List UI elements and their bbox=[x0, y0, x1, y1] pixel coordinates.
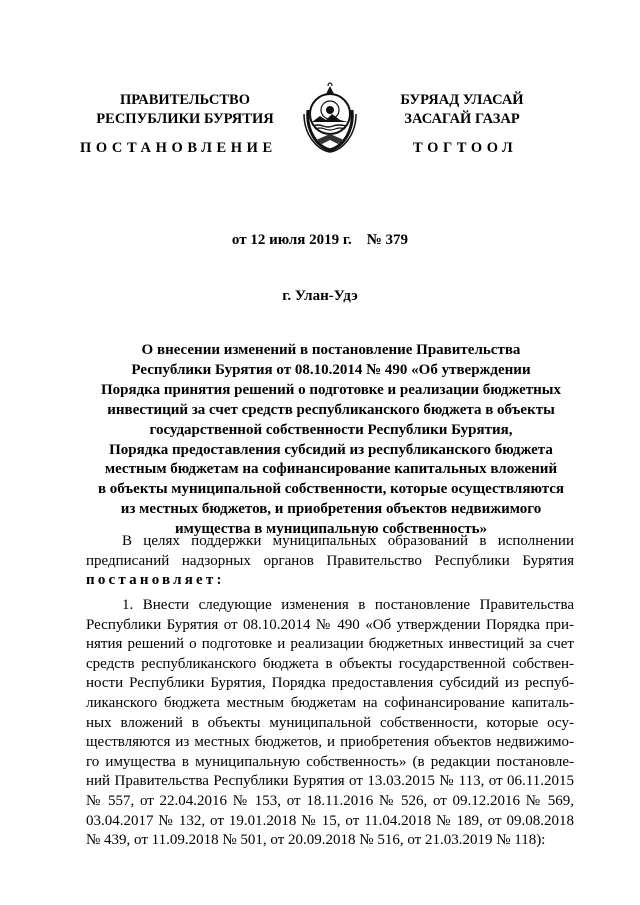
preamble-paragraph bbox=[86, 532, 574, 591]
paragraph-line: В целях поддержки муниципальных образований в исполнении bbox=[122, 533, 574, 549]
issuer-name-russian bbox=[92, 91, 278, 129]
paragraph-line: предписаний надзорных органов Правительство Республики Бурятия bbox=[86, 552, 574, 569]
issuer-line: ЗАСАГАЙ ГАЗАР bbox=[404, 111, 520, 127]
issuer-line: ПРАВИТЕЛЬСТВО bbox=[120, 92, 250, 108]
paragraph-line: ности Республики Бурятия, Порядка предоставления субсидий из респуб- bbox=[86, 675, 574, 692]
paragraph-line: ществляются из местных бюджетов, и приобретения объектов недвижимо- bbox=[86, 734, 574, 751]
paragraph-line: № 557, от 22.04.2016 № 153, от 18.11.2016 № 526, от 09.12.2016 № 569, bbox=[86, 792, 574, 809]
title-line: в объекты муниципальной собственности, которые осуществляются bbox=[97, 481, 565, 498]
paragraph-line: ликанского бюджета местным бюджетам на софинансирование капиталь- bbox=[86, 694, 574, 711]
title-line: инвестиций за счет средств республиканского бюджета в объекты bbox=[107, 401, 555, 418]
date-and-number: от 12 июля 2019 г. № 379 bbox=[231, 232, 409, 248]
title-line: Порядка предоставления субсидий из республиканского бюджета bbox=[109, 441, 553, 458]
paragraph-line: 03.04.2017 № 132, от 19.01.2018 № 15, от 11.04.2018 № 189, от 09.08.2018 bbox=[86, 812, 574, 829]
issuer-name-buryat bbox=[378, 91, 546, 129]
document-type-russian: ПОСТАНОВЛЕНИЕ bbox=[80, 140, 277, 156]
resolves-word: постановляет: bbox=[86, 572, 225, 589]
paragraph-line: ных вложений в объекты муниципальной собственности, которые осу- bbox=[86, 714, 574, 731]
decree-title bbox=[80, 341, 582, 540]
title-line: О внесении изменений в постановление Правительства bbox=[141, 342, 521, 358]
buryatia-coat-of-arms-icon bbox=[298, 80, 362, 154]
title-line: имущества в муниципальную собственность» bbox=[174, 521, 488, 538]
paragraph-line: средств республиканского бюджета в объекты государственной собствен- bbox=[86, 655, 574, 672]
title-line: Республики Бурятия от 08.10.2014 № 490 «Об утверждении bbox=[131, 361, 531, 378]
document-type-buryat: ТОГТООЛ bbox=[413, 140, 518, 156]
title-line: государственной собственности Республики Бурятия, bbox=[149, 421, 513, 438]
item-1-paragraph bbox=[86, 596, 574, 851]
issuer-line: БУРЯАД УЛАСАЙ bbox=[400, 92, 524, 108]
city: г. Улан-Удэ bbox=[282, 288, 358, 304]
paragraph-line: Республики Бурятия от 08.10.2014 № 490 «Об утверждении Порядка при- bbox=[86, 616, 574, 633]
title-line: местным бюджетам на софинансирование капитальных вложений bbox=[104, 461, 558, 478]
issuer-line: РЕСПУБЛИКИ БУРЯТИЯ bbox=[96, 111, 274, 127]
paragraph-line: ний Правительства Республики Бурятия от 13.03.2015 № 113, от 06.11.2015 bbox=[86, 773, 574, 790]
paragraph-line: нятия решений о подготовке и реализации бюджетных инвестиций за счет bbox=[86, 636, 574, 653]
paragraph-line: № 439, от 11.09.2018 № 501, от 20.09.2018 № 516, от 21.03.2019 № 118): bbox=[86, 832, 546, 849]
title-line: из местных бюджетов, и приобретения объектов недвижимого bbox=[120, 501, 542, 518]
paragraph-line: 1. Внести следующие изменения в постановление Правительства bbox=[122, 597, 574, 613]
paragraph-line: го имущества в муниципальную собственность» (в редакции постановле- bbox=[86, 753, 574, 770]
title-line: Порядка принятия решений о подготовке и реализации бюджетных bbox=[100, 381, 562, 398]
resolves-line bbox=[86, 571, 574, 591]
